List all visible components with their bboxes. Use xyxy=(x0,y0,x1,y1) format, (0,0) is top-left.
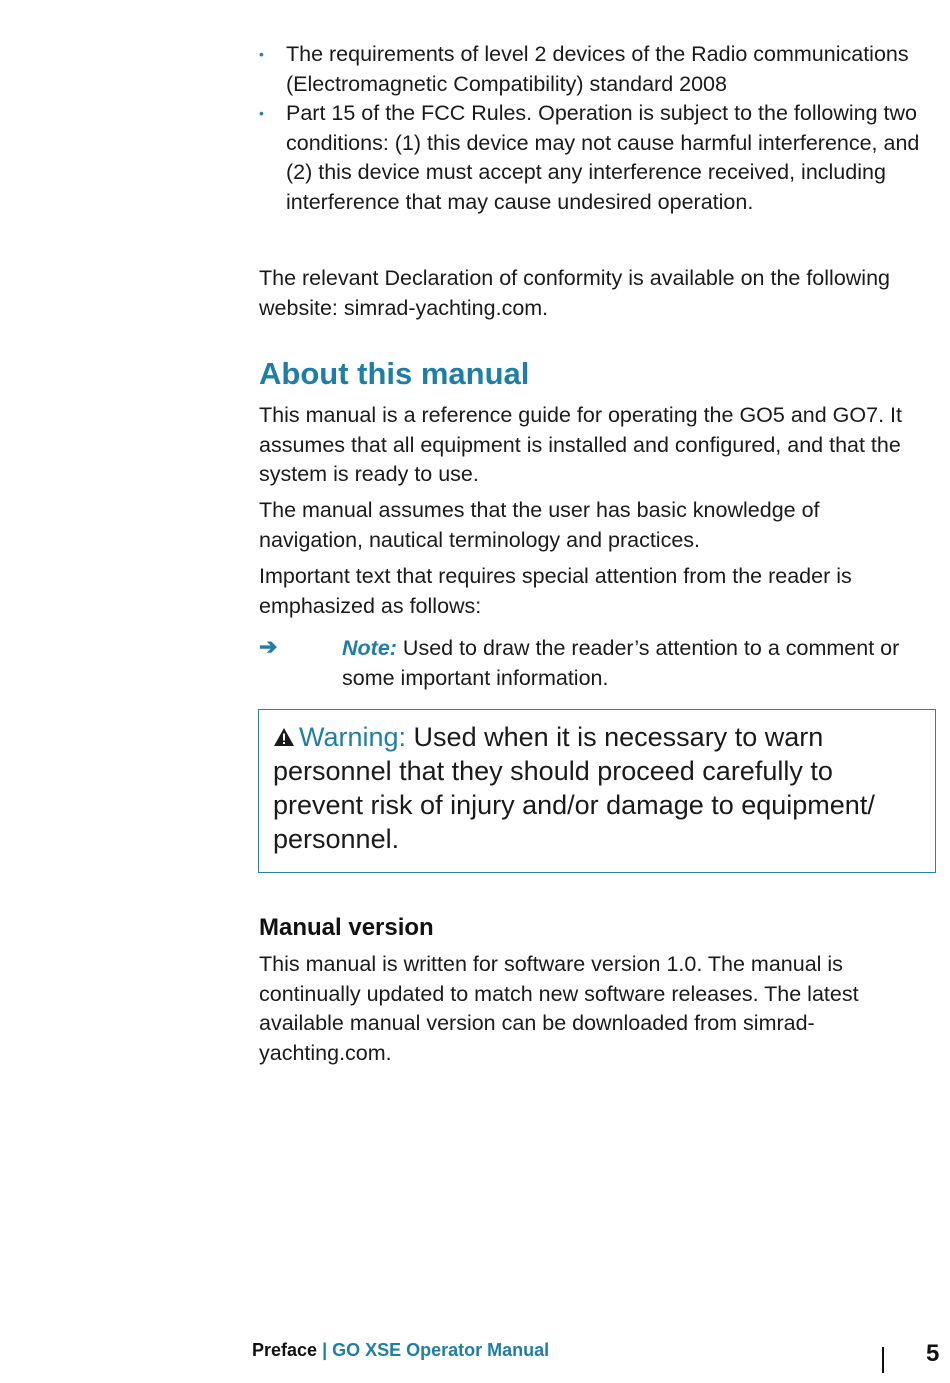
list-item xyxy=(259,40,929,99)
warning-label: Warning: xyxy=(299,722,407,752)
warning-triangle-icon xyxy=(273,727,295,747)
note-body: Used to draw the reader’s attention to a comment or some important information. xyxy=(342,636,900,690)
page-number-divider xyxy=(882,1347,884,1373)
about-paragraph-3: Important text that requires special attention from the reader is emphasized as follows: xyxy=(259,564,852,618)
list-item-text: The requirements of level 2 devices of the Radio communications (Electromagnetic Compatibility) standard 2008 xyxy=(286,42,909,96)
section-heading-about: About this manual xyxy=(259,356,530,391)
about-paragraph-1: This manual is a reference guide for operating the GO5 and GO7. It assumes that all equipment is installed and configured, and that the system is ready to use. xyxy=(259,403,902,486)
warning-body: Used when it is necessary to warn personnel that they should proceed carefully to prevent risk of injury and/or damage to equipment/ personnel. xyxy=(273,722,875,854)
bullet-icon: • xyxy=(259,105,264,121)
footer-section: Preface xyxy=(252,1340,318,1360)
note-label: Note: xyxy=(342,636,397,660)
warning-box xyxy=(258,709,936,873)
section-heading-manual-version: Manual version xyxy=(259,914,434,941)
bullet-icon: • xyxy=(259,46,264,62)
footer-separator: | xyxy=(317,1340,333,1360)
page-number: 5 xyxy=(926,1340,940,1367)
manual-version-paragraph: This manual is written for software version 1.0. The manual is continually updated to match new software releases. The latest available manual version can be downloaded from simrad-yachting.com. xyxy=(259,952,859,1065)
declaration-paragraph: The relevant Declaration of conformity is available on the following website: simrad-yachting.com. xyxy=(259,266,890,320)
list-item xyxy=(259,99,929,217)
note-text xyxy=(342,634,927,693)
requirements-list xyxy=(259,40,929,217)
about-paragraph-2: The manual assumes that the user has basic knowledge of navigation, nautical terminology and practices. xyxy=(259,498,820,552)
arrow-right-icon: ➔ xyxy=(259,634,278,659)
warning-text xyxy=(273,720,921,856)
footer-manual-title: GO XSE Operator Manual xyxy=(332,1340,550,1360)
page-footer xyxy=(252,1340,549,1361)
list-item-text: Part 15 of the FCC Rules. Operation is subject to the following two conditions: (1) this device may not cause harmful interference, and (2) this device must accept any interference received, including interference that may cause undesired operation. xyxy=(286,101,920,214)
